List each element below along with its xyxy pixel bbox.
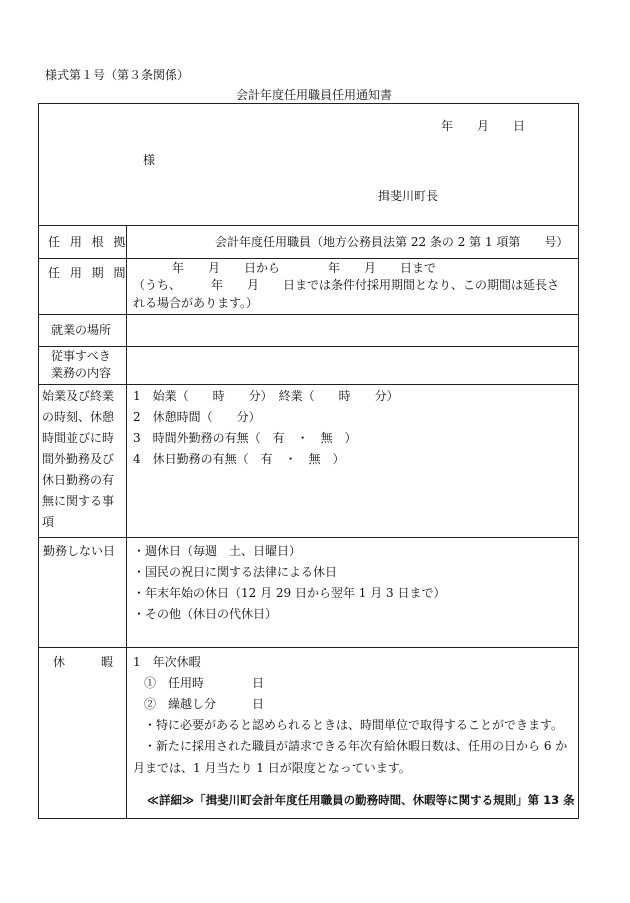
hours-item: 2 休憩時間（ 分） [133, 410, 261, 424]
row-divider [39, 647, 578, 648]
workplace-label: 就業の場所 [51, 323, 112, 337]
row-divider [39, 258, 578, 259]
hours-item: 3 時間外勤務の有無（ 有 ・ 無 ） [133, 431, 357, 445]
non-working-item: ・週休日（毎週 土、日曜日） [133, 544, 302, 558]
hours-label-line: 項 [42, 515, 55, 529]
issue-date: 年 月 日 [441, 119, 526, 133]
row-divider [39, 384, 578, 385]
hours-item: 1 始業（ 時 分） 終業（ 時 分） [133, 389, 399, 403]
hours-item: 4 休日勤務の有無（ 有 ・ 無 ） [133, 452, 345, 466]
non-working-item: ・その他（休日の代休日） [133, 607, 278, 621]
row-divider [39, 346, 578, 347]
leave-sub-item: ① 任用時 日 [144, 676, 265, 690]
leave-label: 休 暇 [53, 655, 114, 669]
basis-value: 会計年度任用職員（地方公務員法第 22 条の 2 第 1 項第 号） [215, 235, 569, 249]
leave-detail-reference: ≪詳細≫「揖斐川町会計年度任用職員の勤務時間、休暇等に関する規則」第 13 条 [147, 793, 575, 807]
hours-label-line: 休日勤務の有 [42, 473, 115, 487]
leave-sub-item: ② 繰越し分 日 [144, 697, 265, 711]
non-working-item: ・年末年始の休日（12 月 29 日から翌年 1 月 3 日まで） [133, 586, 446, 600]
duties-label-1: 従事すべき [51, 349, 111, 363]
basis-label: 任 用 根 拠 [48, 235, 129, 249]
period-line-3: れる場合があります。） [133, 296, 259, 310]
period-line-1: 年 月 日から 年 月 日まで [172, 261, 437, 275]
hours-label-line: 時間並びに時 [42, 431, 115, 445]
row-divider [39, 225, 578, 226]
hours-label-line: 始業及び終業 [42, 389, 115, 403]
leave-note: ・新たに採用された職員が請求できる年次有給休暇日数は、任用の日から 6 か [144, 739, 568, 753]
period-label: 任 用 期 間 [48, 266, 129, 280]
hours-label-line: 間外勤務及び [42, 452, 115, 466]
duties-label-2: 業務の内容 [51, 366, 112, 380]
leave-note: ・特に必要があると認められるときは、時間単位で取得することができます。 [144, 718, 564, 732]
form-number: 様式第１号（第３条関係） [45, 68, 190, 82]
document-title: 会計年度任用職員任用通知書 [236, 88, 393, 102]
addressee: 様 [143, 153, 156, 167]
column-divider [126, 225, 127, 818]
hours-label-line: の時刻、休憩 [42, 410, 115, 424]
leave-note: 月までは、1 月当たり 1 日が限度となっています。 [133, 761, 411, 775]
non-working-item: ・国民の祝日に関する法律による休日 [133, 565, 338, 579]
notice-form-table [38, 103, 579, 819]
non-working-label: 勤務しない日 [43, 544, 116, 558]
row-divider [39, 314, 578, 315]
leave-heading: 1 年次休暇 [133, 655, 201, 669]
hours-label-line: 無に関する事 [42, 494, 115, 508]
period-line-2: （うち、 年 月 日までは条件付採用期間となり、この期間は延長さ [133, 278, 560, 292]
issuer: 揖斐川町長 [378, 189, 439, 203]
row-divider [39, 537, 578, 538]
